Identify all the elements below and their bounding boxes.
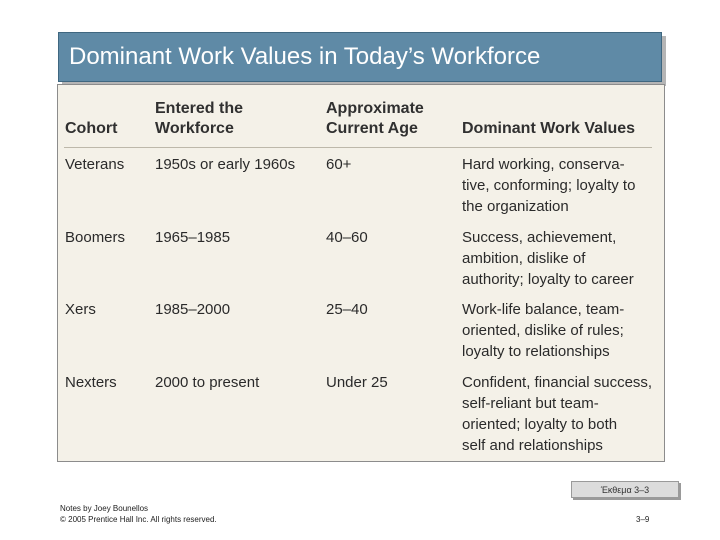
footer-notes	[60, 503, 217, 525]
row-boomers-values-3: authority; loyalty to career	[462, 271, 634, 288]
header-entered-line1: Entered the	[155, 100, 244, 117]
row-boomers-age: 40–60	[326, 229, 368, 246]
header-dominant-values: Dominant Work Values	[462, 120, 636, 137]
row-xers-values-1: Work-life balance, team-	[462, 301, 625, 318]
row-nexters-values-1: Confident, financial success,	[462, 374, 653, 391]
header-divider	[64, 147, 652, 148]
row-nexters-age: Under 25	[326, 374, 388, 391]
work-values-table	[57, 84, 665, 462]
header-age-line1: Approximate	[326, 100, 424, 117]
row-nexters-values-3: oriented; loyalty to both	[462, 416, 618, 433]
row-nexters-values-4: self and relationships	[462, 437, 603, 454]
row-veterans-values-2: tive, conforming; loyalty to	[462, 177, 636, 194]
row-veterans-values-3: the organization	[462, 198, 569, 215]
row-veterans-values-1: Hard working, conserva-	[462, 156, 625, 173]
row-xers-age: 25–40	[326, 301, 368, 318]
row-boomers-cohort: Boomers	[65, 229, 126, 246]
row-xers-values-2: oriented, dislike of rules;	[462, 322, 624, 339]
slide-title: Dominant Work Values in Today’s Workforce	[69, 43, 541, 70]
row-veterans-entered: 1950s or early 1960s	[155, 156, 296, 173]
row-nexters-entered: 2000 to present	[155, 374, 260, 391]
exhibit-label: Έκθεμα 3–3	[571, 481, 679, 498]
row-boomers-entered: 1965–1985	[155, 229, 231, 246]
row-xers-values-3: loyalty to relationships	[462, 343, 610, 360]
row-boomers-values-2: ambition, dislike of	[462, 250, 586, 267]
footer-author: Notes by Joey Bounellos	[60, 504, 149, 513]
row-boomers-values-1: Success, achievement,	[462, 229, 617, 246]
page-number: 3–9	[636, 515, 650, 524]
header-age-line2: Current Age	[326, 120, 418, 137]
footer-copyright: © 2005 Prentice Hall Inc. All rights reserved.	[60, 515, 217, 524]
row-xers-cohort: Xers	[65, 301, 96, 318]
header-entered-line2: Workforce	[155, 120, 234, 137]
header-cohort: Cohort	[65, 120, 118, 137]
slide-title-bar	[58, 32, 662, 82]
row-veterans-cohort: Veterans	[65, 156, 125, 173]
row-nexters-values-2: self-reliant but team-	[462, 395, 599, 412]
row-xers-entered: 1985–2000	[155, 301, 231, 318]
row-veterans-age: 60+	[326, 156, 352, 173]
row-nexters-cohort: Nexters	[65, 374, 117, 391]
